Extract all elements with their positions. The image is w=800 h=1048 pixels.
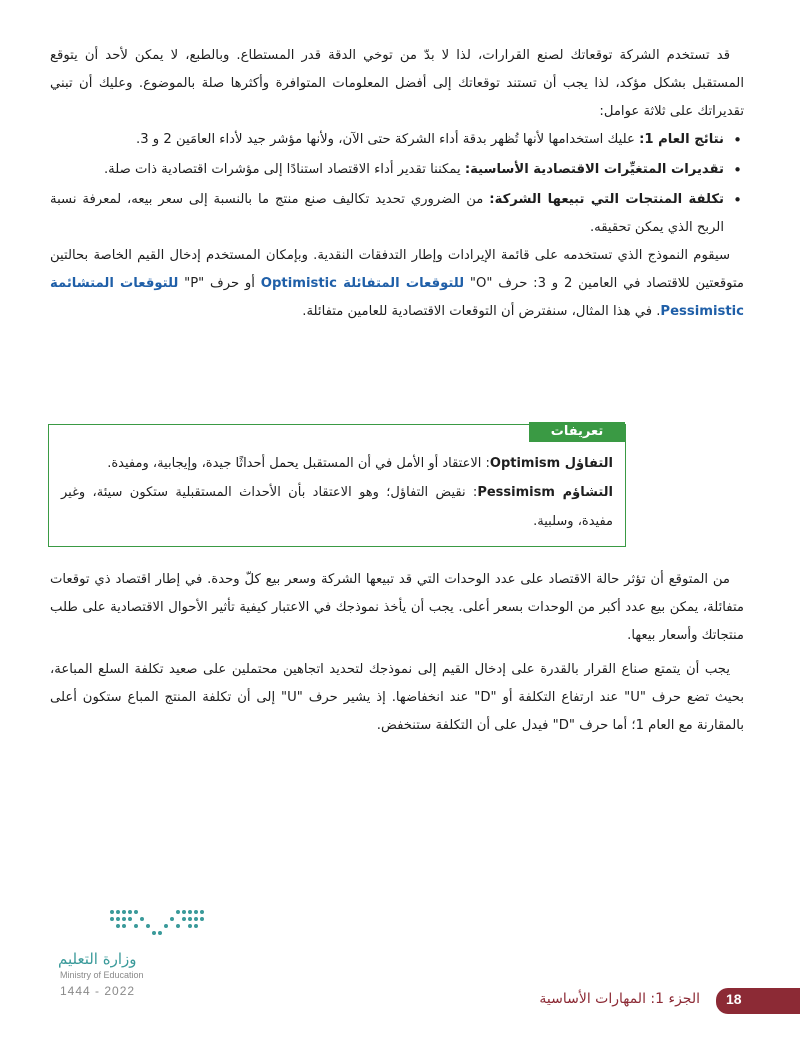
economy-paragraph [50, 566, 744, 650]
bullet-text: يمكننا تقدير أداء الاقتصاد استنادًا إلى مؤشرات اقتصادية ذات صلة. [103, 162, 465, 177]
footer-section-title: الجزء 1: المهارات الأساسية [539, 991, 700, 1007]
bullet-term: تكلفة المنتجات التي تبيعها الشركة: [489, 192, 724, 207]
definition-text: : الاعتقاد أو الأمل في أن المستقبل يحمل أحداثًا جيدة، وإيجابية، ومفيدة. [107, 456, 490, 471]
optimistic-term: للتوقعات المتفائلة Optimistic [260, 276, 465, 291]
model-paragraph [50, 242, 744, 326]
definition-item [61, 478, 613, 536]
ministry-dots-icon [108, 906, 208, 942]
bullet-term: نتائج العام 1: [639, 132, 724, 147]
list-item [50, 156, 744, 184]
definition-item [61, 449, 613, 478]
intro-text: قد تستخدم الشركة توقعاتك لصنع القرارات، لذا لا بدّ من توخي الدقة قدر المستطاع. وبالطبع، لا يمكن لأحد أن يتوقع المستقبل بشكل مؤكد، لذا يجب أن تستند توقعاتك إلى أفضل المعلومات المتوافرة وأكثرها صلة بالموضوع. وعليك أن تبني تقديراتك على ثلاثة عوامل: [50, 48, 744, 119]
ministry-logo [58, 906, 218, 996]
intro-paragraph [50, 42, 744, 126]
definitions-box [48, 424, 626, 547]
list-item [50, 186, 744, 242]
model-text-2: أو حرف "P" [178, 276, 261, 291]
decision-paragraph [50, 656, 744, 740]
edition-year: 2022 - 1444 [60, 984, 136, 998]
lower-content [50, 566, 744, 740]
definition-text: : نقيض التفاؤل؛ وهو الاعتقاد بأن الأحداث المستقبلية ستكون سيئة، وغير مفيدة، وسلبية. [61, 485, 613, 529]
ministry-english-name: Ministry of Education [60, 970, 144, 980]
definition-term: التفاؤل Optimism [489, 456, 613, 471]
model-text-1: سيقوم النموذج الذي تستخدمه على قائمة الإيرادات وإطار التدفقات النقدية. وبإمكان المستخدم إدخال القيم الخاصة بحالتين متوقعتين للاقتصاد في العامين 2 و 3: حرف "O" [50, 248, 744, 291]
list-item [50, 126, 744, 154]
bullet-text: عليك استخدامها لأنها تُظهر بدقة أداء الشركة حتى الآن، ولأنها مؤشر جيد لأداء العامَين 2 و 3. [136, 132, 640, 147]
ministry-arabic-name: وزارة التعليم [58, 950, 137, 968]
definitions-header: تعريفات [529, 422, 625, 442]
definitions-body [61, 449, 613, 536]
decision-text: يجب أن يتمتع صناع القرار بالقدرة على إدخال القيم إلى نموذجك لتحديد اتجاهين محتملين على صعيد تكلفة السلع المباعة، بحيث تضع حرف "U" عند ارتفاع التكلفة أو "D" عند انخفاضها. إذ يشير حرف "U" إلى أن تكلفة المنتج المباع ستكون أعلى بالمقارنة مع العام 1؛ أما حرف "D" فيدل على أن التكلفة ستنخفض. [50, 662, 744, 733]
factor-list [50, 126, 744, 242]
page-number: 18 [726, 991, 742, 1007]
page-number-tab [716, 988, 800, 1014]
pessimistic-term: للتوقعات المتشائمة Pessimistic [50, 276, 744, 319]
bullet-text: من الضروري تحديد تكاليف صنع منتج ما بالنسبة إلى سعر بيعه، لمعرفة نسبة الربح الذي يمكن تحقيقه. [50, 192, 724, 235]
definition-term: التشاؤم Pessimism [477, 485, 614, 500]
economy-text: من المتوقع أن تؤثر حالة الاقتصاد على عدد الوحدات التي قد تبيعها الشركة وسعر بيع كلّ وحدة. في إطار اقتصاد ذي توقعات متفائلة، يمكن بيع عدد أكبر من الوحدات بسعر أعلى. يجب أن يأخذ نموذجك في الاعتبار كيفية تأثير الأحوال الاقتصادية على طلب منتجاتك وأسعار بيعها. [50, 572, 744, 643]
bullet-term: تقديرات المتغيِّرات الاقتصادية الأساسية: [464, 162, 724, 177]
main-content [50, 42, 744, 326]
model-text-3: . في هذا المثال، سنفترض أن التوقعات الاقتصادية للعامين متفائلة. [302, 304, 661, 319]
